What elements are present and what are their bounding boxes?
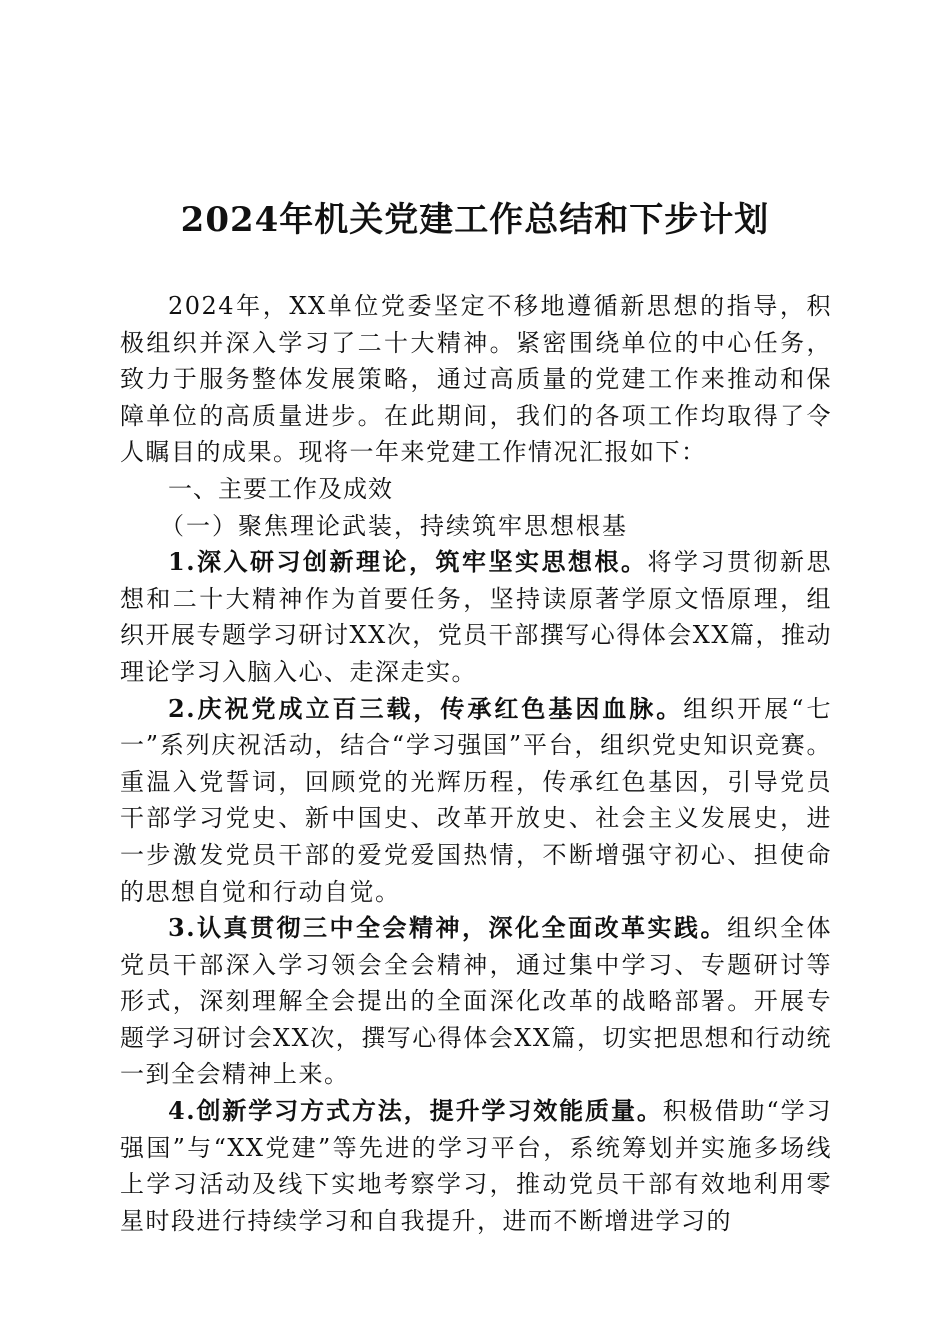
- item-paragraph-4: [120, 1093, 832, 1239]
- document-body: [120, 288, 832, 1239]
- document-title: 2024年机关党建工作总结和下步计划: [180, 200, 770, 240]
- item-text: 组织开展“七一”系列庆祝活动，结合“学习强国”平台，组织党史知识竞赛。重温入党誓词，回顾党的光辉历程，传承红色基因，引导党员干部学习党史、新中国史、改革开放史、社会主义发展史，进一步激发党员干部的爱党爱国热情，不断增强守初心、担使命的思想自觉和行动自觉。: [120, 694, 832, 906]
- item-paragraph-2: [120, 691, 832, 911]
- item-paragraph-1: [120, 544, 832, 690]
- item-lead: 4.创新学习方式方法，提升学习效能质量。: [168, 1096, 663, 1126]
- intro-paragraph: 2024年，XX单位党委坚定不移地遵循新思想的指导，积极组织并深入学习了二十大精神。紧密围绕单位的中心任务，致力于服务整体发展策略，通过高质量的党建工作来推动和保障单位的高质量进步。在此期间，我们的各项工作均取得了令人瞩目的成果。现将一年来党建工作情况汇报如下：: [120, 292, 832, 467]
- item-lead: 2.庆祝党成立百三载，传承红色基因血脉。: [168, 693, 684, 723]
- item-text: 积极借助“学习强国”与“XX党建”等先进的学习平台，系统筹划并实施多场线上学习活动及线下实地考察学习，推动党员干部有效地利用零星时段进行持续学习和自我提升，进而不断增进学习的: [120, 1097, 832, 1235]
- subsection-heading: （一）聚焦理论武装，持续筑牢思想根基: [160, 511, 628, 540]
- item-text: 组织全体党员干部深入学习领会全会精神，通过集中学习、专题研讨等形式，深刻理解全会提出的全面深化改革的战略部署。开展专题学习研讨会XX次，撰写心得体会XX篇，切实把思想和行动统一到全会精神上来。: [120, 914, 832, 1089]
- item-paragraph-3: [120, 910, 832, 1093]
- item-text: 将学习贯彻新思想和二十大精神作为首要任务，坚持读原著学原文悟原理，组织开展专题学习研讨XX次，党员干部撰写心得体会XX篇，推动理论学习入脑入心、走深走实。: [120, 548, 832, 686]
- item-lead: 1.深入研习创新理论，筑牢坚实思想根。: [168, 547, 648, 577]
- section-heading: 一、主要工作及成效: [168, 474, 393, 503]
- item-lead: 3.认真贯彻三中全会精神，深化全面改革实践。: [168, 913, 727, 943]
